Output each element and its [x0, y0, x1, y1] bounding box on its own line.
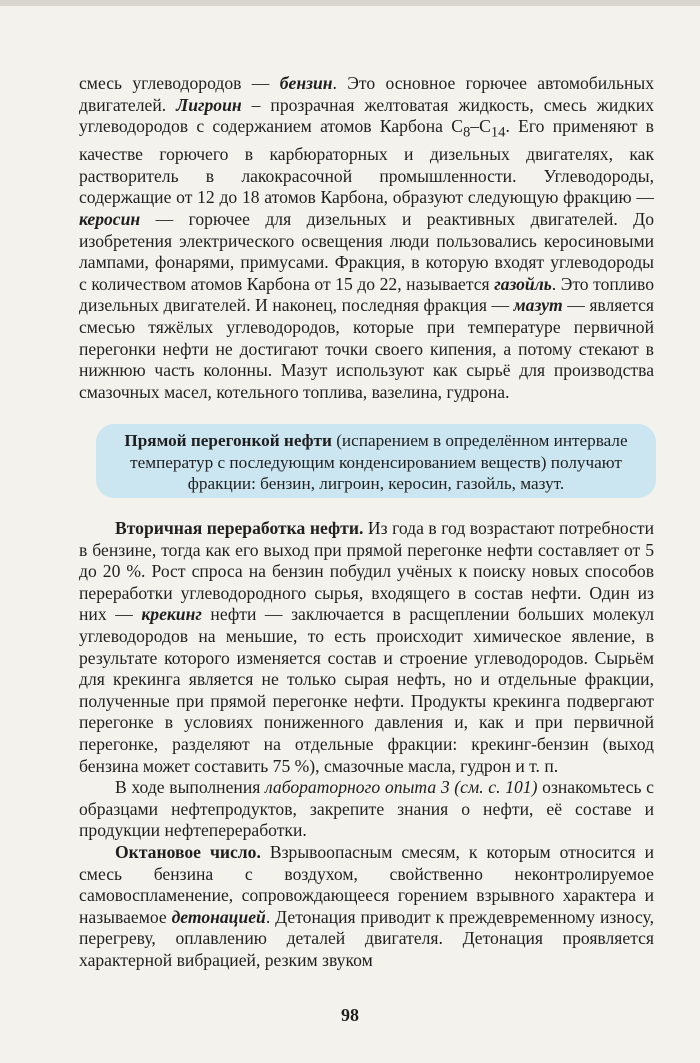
- section-heading: Вторичная переработка нефти.: [115, 518, 364, 538]
- term-ligroin: Лигроин: [176, 94, 242, 115]
- subscript: 8: [462, 124, 471, 141]
- subscript: 14: [490, 124, 506, 141]
- term-kreking: крекинг: [141, 604, 202, 625]
- scan-top-edge: [0, 0, 700, 6]
- section-heading: Октановое число.: [115, 841, 261, 862]
- term-detonation: детонацией: [171, 906, 266, 927]
- paragraph-fractions: [79, 73, 654, 403]
- text-run: ознакомьтесь с образцами нефтепродуктов, закрепите знания о нефти, её составе и продукции нефтепереработки.: [79, 777, 654, 841]
- definition-text: (испарением в определённом интервале температур с последующим конденсированием веществ) получают фракции: бензин, лигроин, керосин, газойль, мазут.: [130, 431, 628, 493]
- term-kerosin: керосин: [79, 209, 141, 230]
- lab-reference: лабораторного опыта 3 (см. с. 101): [265, 777, 538, 798]
- text-run: смесь углеводородов —: [79, 73, 280, 93]
- text-run: нефти — заключается в расщеплении больших молекул углеводородов на меньшие, то есть происходит химическое явление, в результате которого изменяется состав и строение углеводородов. Сырьём для крекинга является не только сырая нефть, но и отдельные фракции, полученные при прямой перегонке нефти. Продукты крекинга подвергают перегонке в условиях пониженного давления и, как и при первичной перегонке, разделяют на отдельные фракции: крекинг-бензин (выход бензина может составить 75 %), смазочные масла, гудрон и т. п.: [79, 604, 654, 776]
- term-mazut: мазут: [513, 295, 563, 316]
- text-run: – прозрачная желтоватая жидкость, смесь жидких углеводородов с содержанием атомов Карбона C: [79, 94, 654, 137]
- term-benzin: бензин: [279, 73, 333, 93]
- text-run: Взрывоопасным смесям, к которым относится и смесь бензина с воздухом, свойственно неконтролируемое самовоспламенение, сопровождающееся горением взрывного характера и называемое: [79, 841, 654, 927]
- text-run: . Это основное горючее автомобильных двигателей.: [79, 73, 655, 115]
- definition-box: [96, 424, 656, 498]
- paragraph-secondary-processing: [79, 518, 654, 971]
- text-run: . Его применяют в качестве горючего в карбюраторных и дизельных двигателях, как растворитель в лакокрасочной промышленности. Углеводороды, содержащие от 12 до 18 атомов Карбона, образуют следующую фракцию —: [79, 116, 654, 208]
- text-run: Из года в год возрастают потребности в бензине, тогда как его выход при прямой перегонке нефти составляет от 5 до 20 %. Рост спроса на бензин побудил учёных к поиску новых способов переработки углеводородного сырья, входящего в состав нефти. Один из них —: [79, 518, 655, 625]
- definition-term: Прямой перегонкой нефти: [124, 431, 332, 450]
- page-number: 98: [341, 1005, 359, 1025]
- text-run: — горючее для дизельных и реактивных двигателей. До изобретения электрического освещения люди пользовались керосиновыми лампами, фонарями, примусами. Фракция, в которую входят углеводороды с количеством атомов Карбона от 15 до 22, называется: [79, 209, 654, 294]
- text-run: В ходе выполнения: [115, 777, 266, 798]
- text-run: –C: [470, 116, 491, 137]
- text-run: — является смесью тяжёлых углеводородов, которые при температуре первичной перегонки нефти не достигают точки своего кипения, а потому стекают в нижнюю часть колонны. Мазут используют как сырьё для производства смазочных масел, котельного топлива, вазелина, гудрона.: [79, 295, 654, 402]
- text-run: . Это топливо дизельных двигателей. И наконец, последняя фракция —: [79, 273, 654, 316]
- term-gazoil: газойль: [494, 273, 552, 294]
- text-run: . Детонация приводит к преждевременному износу, перегреву, оплавлению деталей двигателя. Детонация проявляется характерной вибрацией, резким звуком: [79, 906, 654, 970]
